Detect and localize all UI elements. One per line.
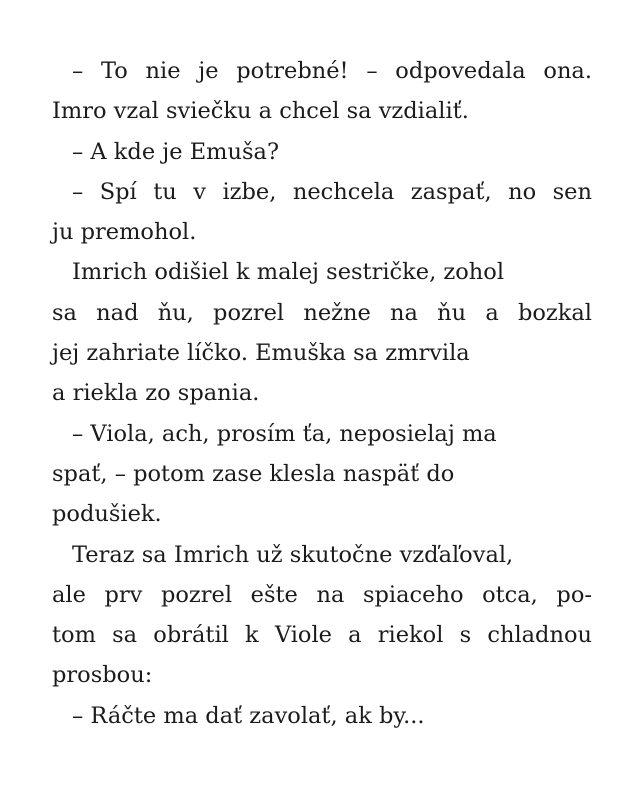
text-line: Imrich odišiel k malej sestričke, zohol (72, 259, 505, 286)
text-line: – Ráčte ma dať zavolať, ak by... (72, 702, 425, 729)
text-line: – A kde je Emuša? (72, 138, 280, 165)
text-line: sa nad ňu, pozrel nežne na ňu a bozkal (52, 299, 592, 326)
text-line: – Spí tu v izbe, nechcela zaspať, no sen (72, 178, 592, 205)
text-line: Teraz sa Imrich už skutočne vzďaľoval, (72, 541, 514, 568)
text-line: podušiek. (52, 501, 162, 528)
page-text-block (52, 51, 592, 736)
text-line: tom sa obrátil k Viole a riekol s chladnou (52, 622, 592, 649)
text-line: – Viola, ach, prosím ťa, neposielaj ma (72, 420, 497, 447)
text-line: prosbou: (52, 662, 153, 689)
text-line: ju premohol. (52, 219, 197, 246)
text-line: ale prv pozrel ešte na spiaceho otca, po- (52, 581, 592, 608)
text-line: – To nie je potrebné! – odpovedala ona. (72, 58, 592, 84)
text-line: Imro vzal sviečku a chcel sa vzdialiť. (52, 98, 469, 125)
text-line: spať, – potom zase klesla naspäť do (52, 460, 455, 487)
text-line: a riekla zo spania. (52, 380, 260, 407)
text-line: jej zahriate líčko. Emuška sa zmrvila (52, 340, 470, 367)
